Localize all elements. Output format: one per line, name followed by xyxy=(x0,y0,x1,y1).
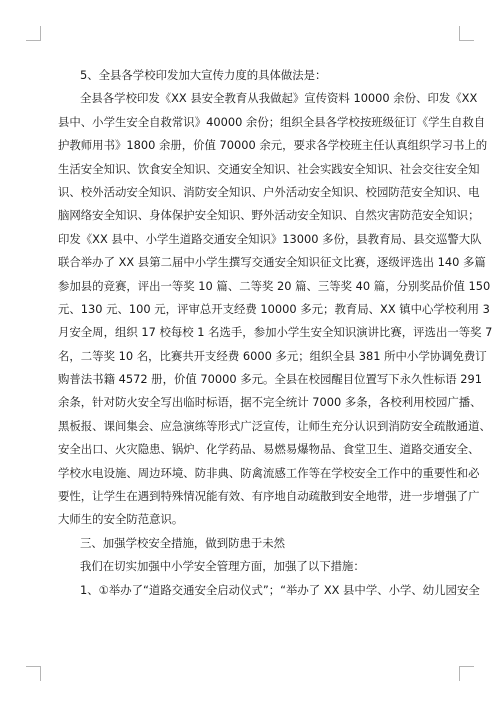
text-line: 5、全县各学校印发加大宣传力度的具体做法是： xyxy=(80,68,327,82)
text-line: 要性，让学生在遇到特殊情况能有效、有序地自动疏散到安全地带，进一步增强了广 xyxy=(58,489,480,504)
text-line: 1、①举办了“道路交通安全启动仪式”；“举办了 XX 县中学、小学、幼儿园安全 xyxy=(80,582,480,597)
text-line: 月安全周，组织 17 校每校 1 名选手，参加小学生安全知识演讲比赛，评选出一等奖 7 xyxy=(58,325,493,340)
text-line: 安全出口、火灾隐患、锅炉、化学药品、易燃易爆物品、食堂卫生、道路交通安全、 xyxy=(58,442,480,457)
text-line: 联合举办了 XX 县第二届中小学生撰写交通安全知识征文比赛，逐级评选出 140 多篇 xyxy=(58,255,486,270)
crop-mark-top-right xyxy=(459,26,474,41)
text-line: 县中、小学生安全自救常识》40000 余份；组织全县各学校按班级征订《学生自救自 xyxy=(58,114,486,129)
text-line: 参加县的竞赛，评出一等奖 10 篇、二等奖 20 篇、三等奖 40 篇，分别奖品价值 150 xyxy=(58,278,491,293)
text-line: 生活安全知识、饮食安全知识、交通安全知识、社会实践安全知识、社会交往安全知 xyxy=(58,161,480,176)
crop-mark-bottom-right xyxy=(459,666,474,681)
crop-mark-top-left xyxy=(26,26,41,41)
text-line: 学校水电设施、周边环境、防非典、防禽流感工作等在学校安全工作中的重要性和必 xyxy=(58,465,480,480)
text-line: 大师生的安全防范意识。 xyxy=(58,512,184,527)
text-line: 我们在切实加强中小学安全管理方面，加强了以下措施： xyxy=(80,559,365,574)
text-line: 印发《XX 县中、小学生道路交通安全知识》13000 多份，县教育局、县交巡警大队 xyxy=(58,231,482,246)
text-line: 购普法书籍 4572 册，价值 70000 多元。全县在校园醒目位置写下永久性标语 291 xyxy=(58,372,483,387)
document-body xyxy=(58,64,493,602)
text-line: 护教师用书》1800 余册，价值 70000 余元，要求各学校班主任认真组织学习书上的 xyxy=(58,138,488,153)
text-line: 全县各学校印发《XX 县安全教育从我做起》宣传资料 10000 余份、印发《XX xyxy=(80,91,478,106)
text-line: 脑网络安全知识、身体保护安全知识、野外活动安全知识、自然灾害防范安全知识； xyxy=(58,208,480,223)
text-line: 黑板报、课间集会、应急演练等形式广泛宣传，让师生充分认识到消防安全疏散通道、 xyxy=(58,418,491,433)
text-line: 余条，针对防火安全写出临时标语，据不完全统计 7000 多条，各校利用校园广播、 xyxy=(58,395,482,410)
text-line: 识、校外活动安全知识、消防安全知识、户外活动安全知识、校园防范安全知识、电 xyxy=(58,184,480,199)
text-line: 名，二等奖 10 名，比赛共开支经费 6000 多元；组织全县 381 所中小学协调免费订 xyxy=(58,348,487,363)
crop-mark-bottom-left xyxy=(26,666,41,681)
text-line: 元、130 元、100 元，评审总开支经费 10000 多元；教育局、XX 镇中心学校利用 3 xyxy=(58,301,490,316)
text-line: 三、加强学校安全措施，做到防患于未然 xyxy=(80,535,286,550)
